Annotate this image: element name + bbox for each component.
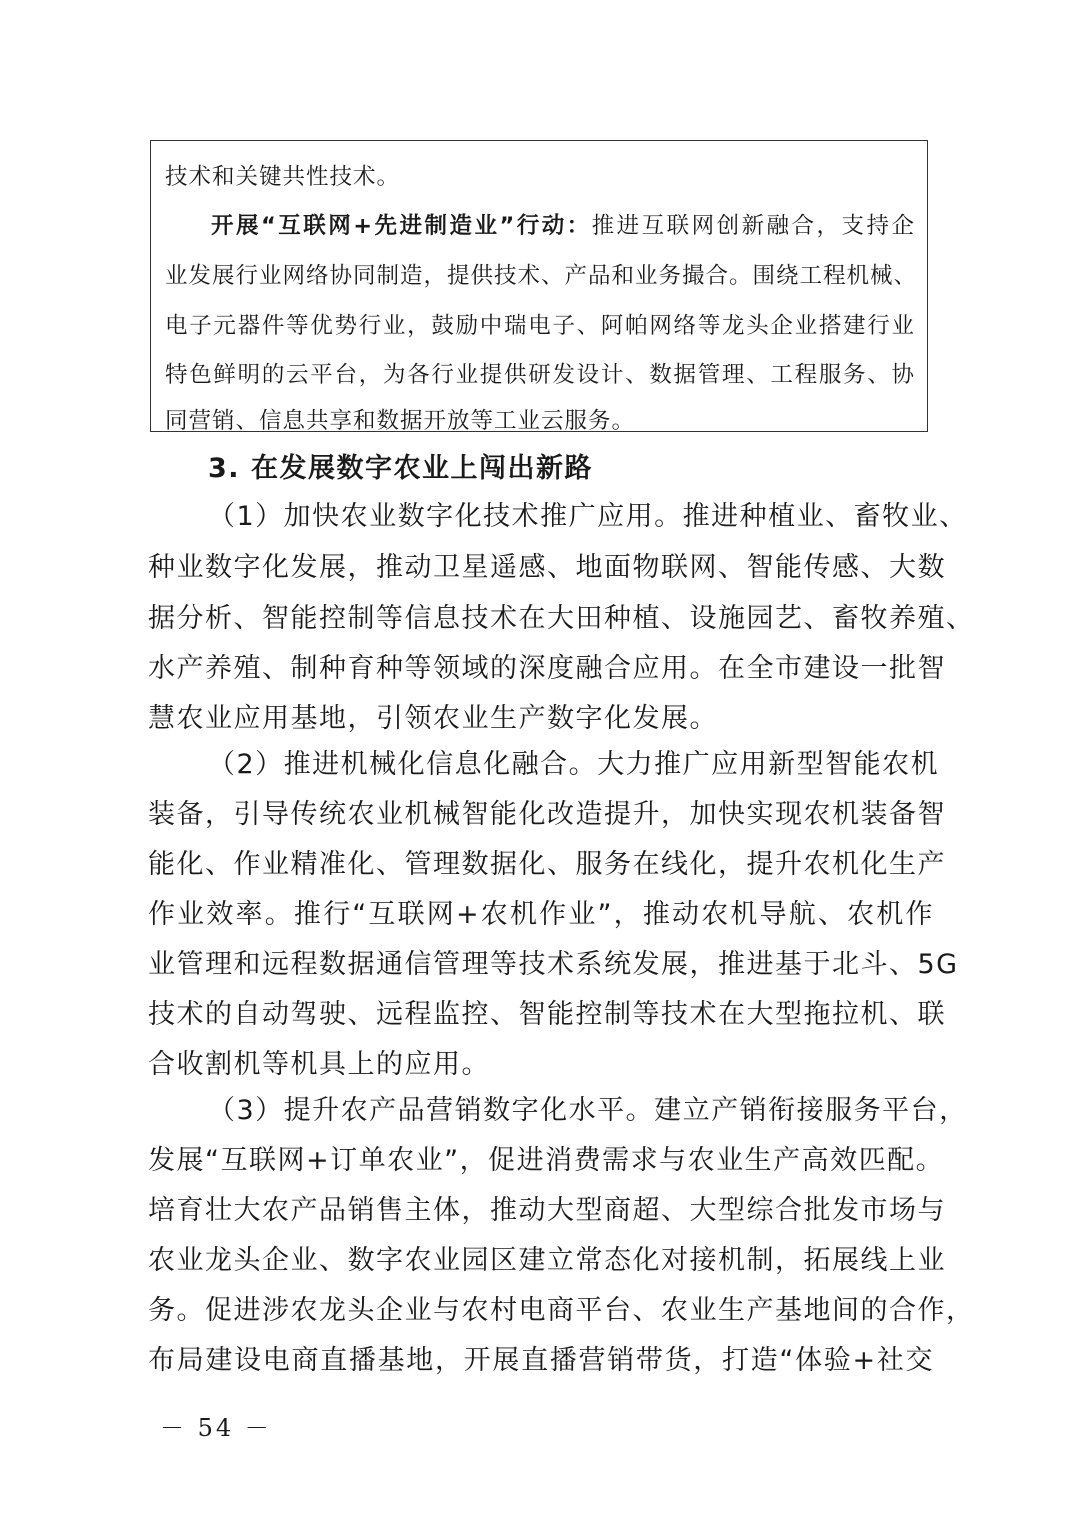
- paragraph-line: （2）推进机械化信息化融合。大力推广应用新型智能农机: [208, 749, 940, 780]
- box-line: 同营销、信息共享和数据开放等工业云服务。: [165, 408, 636, 434]
- paragraph-line: 据分析、智能控制等信息技术在大田种植、设施园艺、畜牧养殖、: [148, 603, 975, 634]
- paragraph-line: 能化、作业精准化、管理数据化、服务在线化，提升农机化生产: [148, 849, 946, 880]
- box-line: 特色鲜明的云平台，为各行业提供研发设计、数据管理、工程服务、协: [165, 362, 915, 388]
- paragraph-line: 务。促进涉农龙头企业与农村电商平台、农业生产基地间的合作，: [148, 1295, 975, 1326]
- paragraph-line: 培育壮大农产品销售主体，推动大型商超、大型综合批发市场与: [148, 1195, 946, 1226]
- paragraph-line: 农业龙头企业、数字农业园区建立常态化对接机制，拓展线上业: [148, 1245, 946, 1276]
- paragraph-line: 发展“互联网+订单农业”，促进消费需求与农业生产高效匹配。: [148, 1145, 945, 1176]
- action-title: 开展“互联网+先进制造业”行动：: [211, 213, 592, 239]
- box-line: [211, 208, 915, 240]
- paragraph-line: 技术的自动驾驶、远程监控、智能控制等技术在大型拖拉机、联: [148, 999, 946, 1030]
- paragraph-line: 业管理和远程数据通信管理等技术系统发展，推进基于北斗、5G: [148, 949, 959, 980]
- box-line: 业发展行业网络协同制造，提供技术、产品和业务撮合。围绕工程机械、: [165, 263, 918, 289]
- paragraph-line: 种业数字化发展，推动卫星遥感、地面物联网、智能传感、大数: [148, 552, 946, 583]
- box-line: 电子元器件等优势行业，鼓励中瑞电子、阿帕网络等龙头企业搭建行业: [165, 313, 915, 339]
- section-heading: 3. 在发展数字农业上闯出新路: [208, 453, 593, 484]
- boxed-text-panel: [150, 140, 928, 432]
- paragraph-line: 布局建设电商直播基地，开展直播营销带货，打造“体验+社交: [148, 1345, 934, 1376]
- box-line-text: 推进互联网创新融合，支持企: [591, 213, 915, 239]
- page-number: － 54 －: [160, 1414, 272, 1442]
- paragraph-line: 作业效率。推行“互联网+农机作业”，推动农机导航、农机作: [148, 899, 934, 930]
- paragraph-line: 慧农业应用基地，引领农业生产数字化发展。: [148, 703, 718, 734]
- box-line: 技术和关键共性技术。: [165, 164, 401, 190]
- paragraph-line: 合收割机等机具上的应用。: [148, 1049, 490, 1080]
- paragraph-line: 水产养殖、制种育种等领域的深度融合应用。在全市建设一批智: [148, 653, 946, 684]
- paragraph-line: 装备，引导传统农业机械智能化改造提升，加快实现农机装备智: [148, 799, 946, 830]
- paragraph-line: （1）加快农业数字化技术推广应用。推进种植业、畜牧业、: [208, 501, 968, 532]
- paragraph-line: （3）提升农产品营销数字化水平。建立产销衔接服务平台，: [208, 1095, 968, 1126]
